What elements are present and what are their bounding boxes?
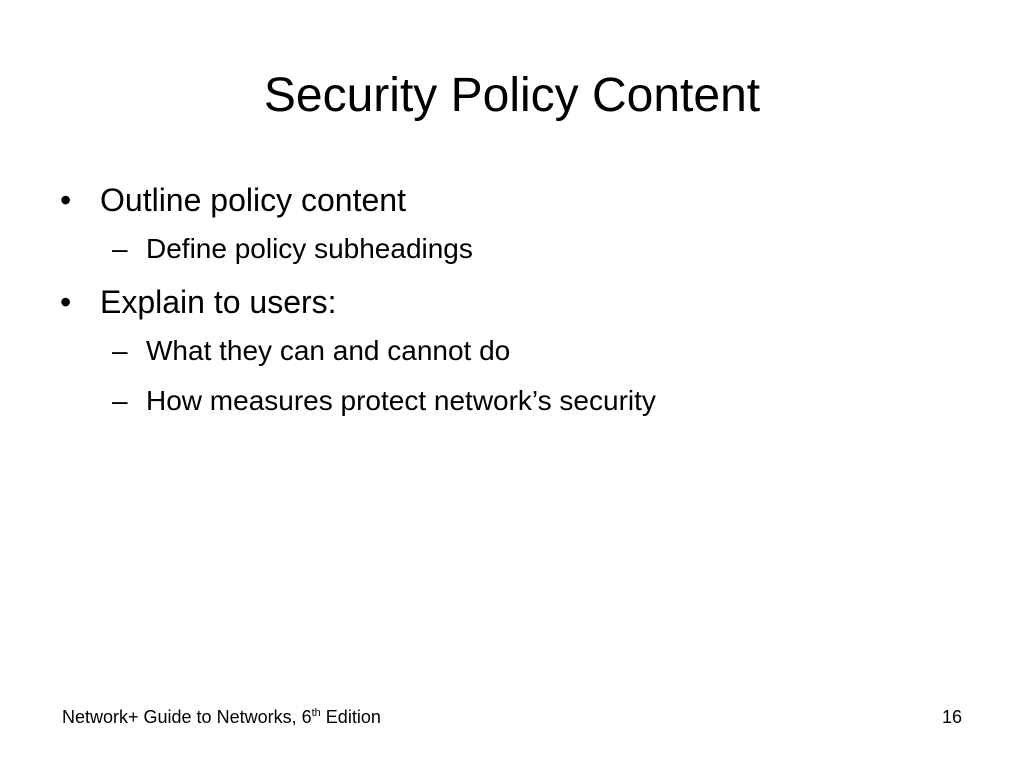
dash-marker: – (112, 233, 128, 264)
footer-book-suffix: Edition (320, 707, 381, 727)
footer-book-prefix: Network+ Guide to Networks, 6 (62, 707, 312, 727)
sub-bullet-item (60, 326, 960, 376)
sub-bullet-text: How measures protect network’s security (146, 385, 656, 416)
bullet-item (60, 278, 960, 326)
bullet-text: Outline policy content (100, 182, 406, 218)
page-number: 16 (941, 707, 962, 727)
sub-bullet-item (60, 376, 960, 426)
footer-book-title (62, 706, 381, 728)
bullet-marker: • (60, 284, 72, 320)
sub-bullet-item (60, 224, 960, 274)
bullet-item (60, 176, 960, 224)
bullet-text: Explain to users: (100, 284, 337, 320)
slide-title: Security Policy Content (263, 69, 761, 122)
footer-book-superscript: th (311, 707, 321, 719)
sub-bullet-text: What they can and cannot do (146, 335, 511, 366)
bullet-list (60, 176, 960, 426)
dash-marker: – (112, 385, 128, 416)
sub-bullet-text: Define policy subheadings (146, 233, 473, 264)
bullet-marker: • (60, 182, 72, 218)
dash-marker: – (112, 335, 128, 366)
